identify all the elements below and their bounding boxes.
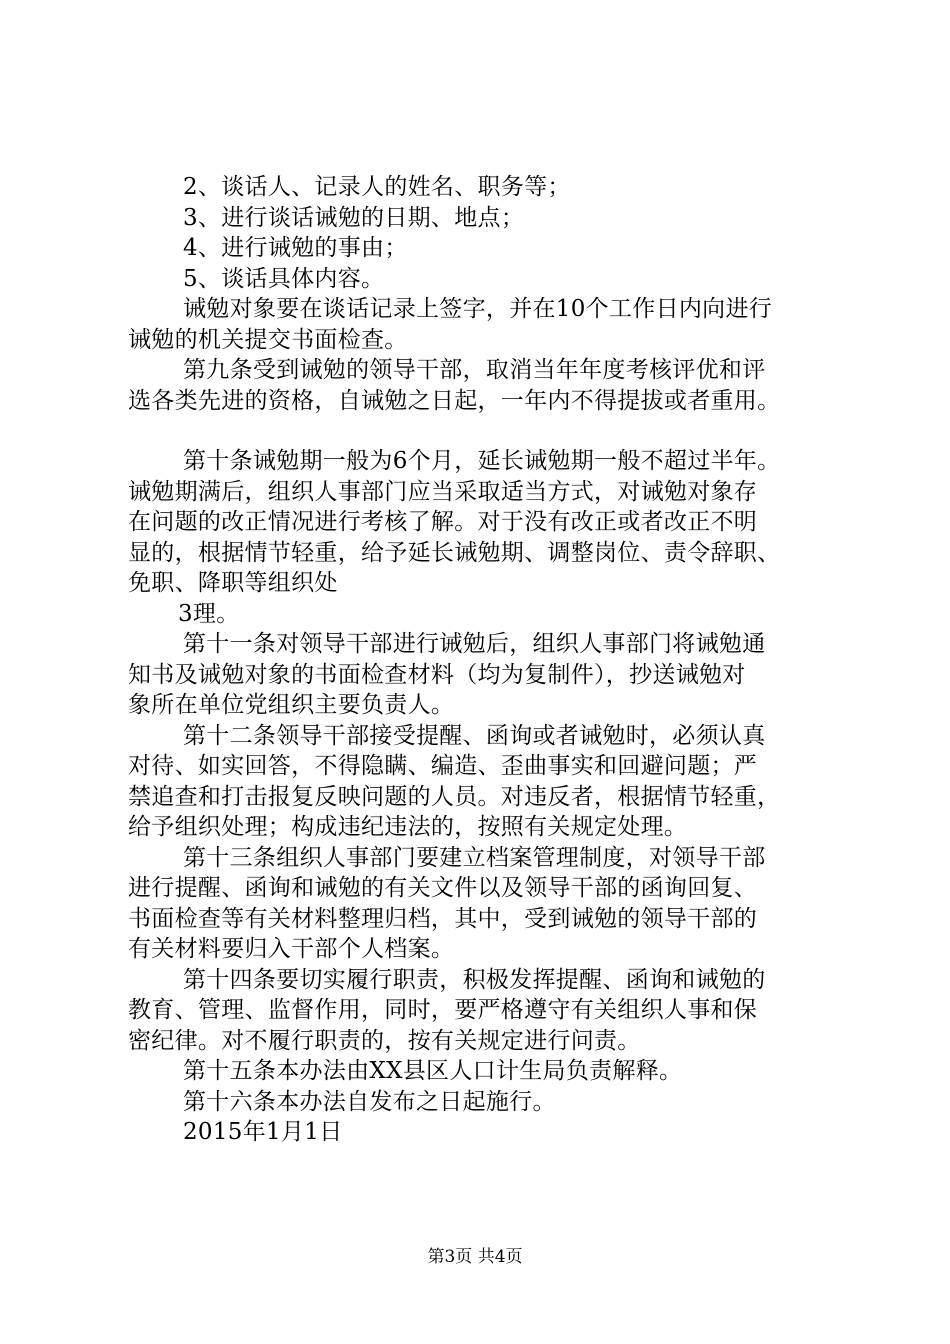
page-number: 第3页 共4页	[427, 1247, 523, 1267]
page-footer	[0, 1242, 950, 1267]
text-line: 显的，根据情节轻重，给予延长诫勉期、调整岗位、责令辞职、	[128, 539, 781, 566]
text-line: 象所在单位党组织主要负责人。	[128, 692, 455, 718]
text-line: 诫勉对象要在谈话记录上签字，并在10个工作日内向进行	[183, 296, 773, 322]
text-line: 知书及诫勉对象的书面检查材料（均为复制件），抄送诫勉对	[128, 661, 746, 688]
text-line: 2、谈话人、记录人的姓名、职务等；	[183, 174, 571, 200]
text-line: 第十条诫勉期一般为6个月，延长诫勉期一般不超过半年。	[183, 448, 781, 474]
paragraph-gap	[128, 416, 838, 446]
text-line: 免职、降职等组织处	[128, 570, 338, 596]
text-line: 进行提醒、函询和诫勉的有关文件以及领导干部的函询回复、	[128, 875, 758, 901]
text-line: 3、进行谈话诫勉的日期、地点；	[183, 204, 525, 231]
text-line: 4、进行诫勉的事由；	[183, 235, 408, 261]
document-body	[128, 172, 838, 1148]
text-line: 在问题的改正情况进行考核了解。对于没有改正或者改正不明	[128, 509, 758, 535]
text-line: 书面检查等有关材料整理归档，其中，受到诫勉的领导干部的	[128, 905, 758, 932]
text-line: 禁追查和打击报复反映问题的人员。对违反者，根据情节轻重，	[128, 783, 781, 810]
text-line: 选各类先进的资格，自诫勉之日起，一年内不得提拔或者重用。	[128, 387, 781, 414]
text-line: 诫勉期满后，组织人事部门应当采取适当方式，对诫勉对象存	[128, 478, 758, 505]
text-line: 5、谈话具体内容。	[183, 265, 385, 292]
text-line: 第十六条本办法自发布之日起施行。	[183, 1088, 556, 1115]
text-line: 对待、如实回答，不得隐瞒、编造、歪曲事实和回避问题；严	[128, 753, 758, 779]
text-line: 第十四条要切实履行职责，积极发挥提醒、函询和诫勉的	[183, 966, 766, 993]
text-line: 第十一条对领导干部进行诫勉后，组织人事部门将诫勉通	[183, 631, 766, 657]
text-line: 第十二条领导干部接受提醒、函询或者诫勉时，必须认真	[183, 722, 766, 749]
text-line: 2015年1月1日	[183, 1119, 343, 1145]
text-line: 第十五条本办法由XX县区人口计生局负责解释。	[183, 1058, 683, 1084]
text-line: 第十三条组织人事部门要建立档案管理制度，对领导干部	[183, 844, 766, 871]
text-line: 诫勉的机关提交书面检查。	[128, 326, 408, 353]
text-line: 给予组织处理；构成违纪违法的，按照有关规定处理。	[128, 814, 688, 840]
text-line: 有关材料要归入干部个人档案。	[128, 936, 455, 962]
text-line: 第九条受到诫勉的领导干部，取消当年年度考核评优和评	[183, 357, 766, 383]
text-line: 教育、管理、监督作用，同时，要严格遵守有关组织人事和保	[128, 997, 758, 1023]
text-line: 3理。	[178, 600, 240, 627]
text-line: 密纪律。对不履行职责的，按有关规定进行问责。	[128, 1027, 641, 1054]
